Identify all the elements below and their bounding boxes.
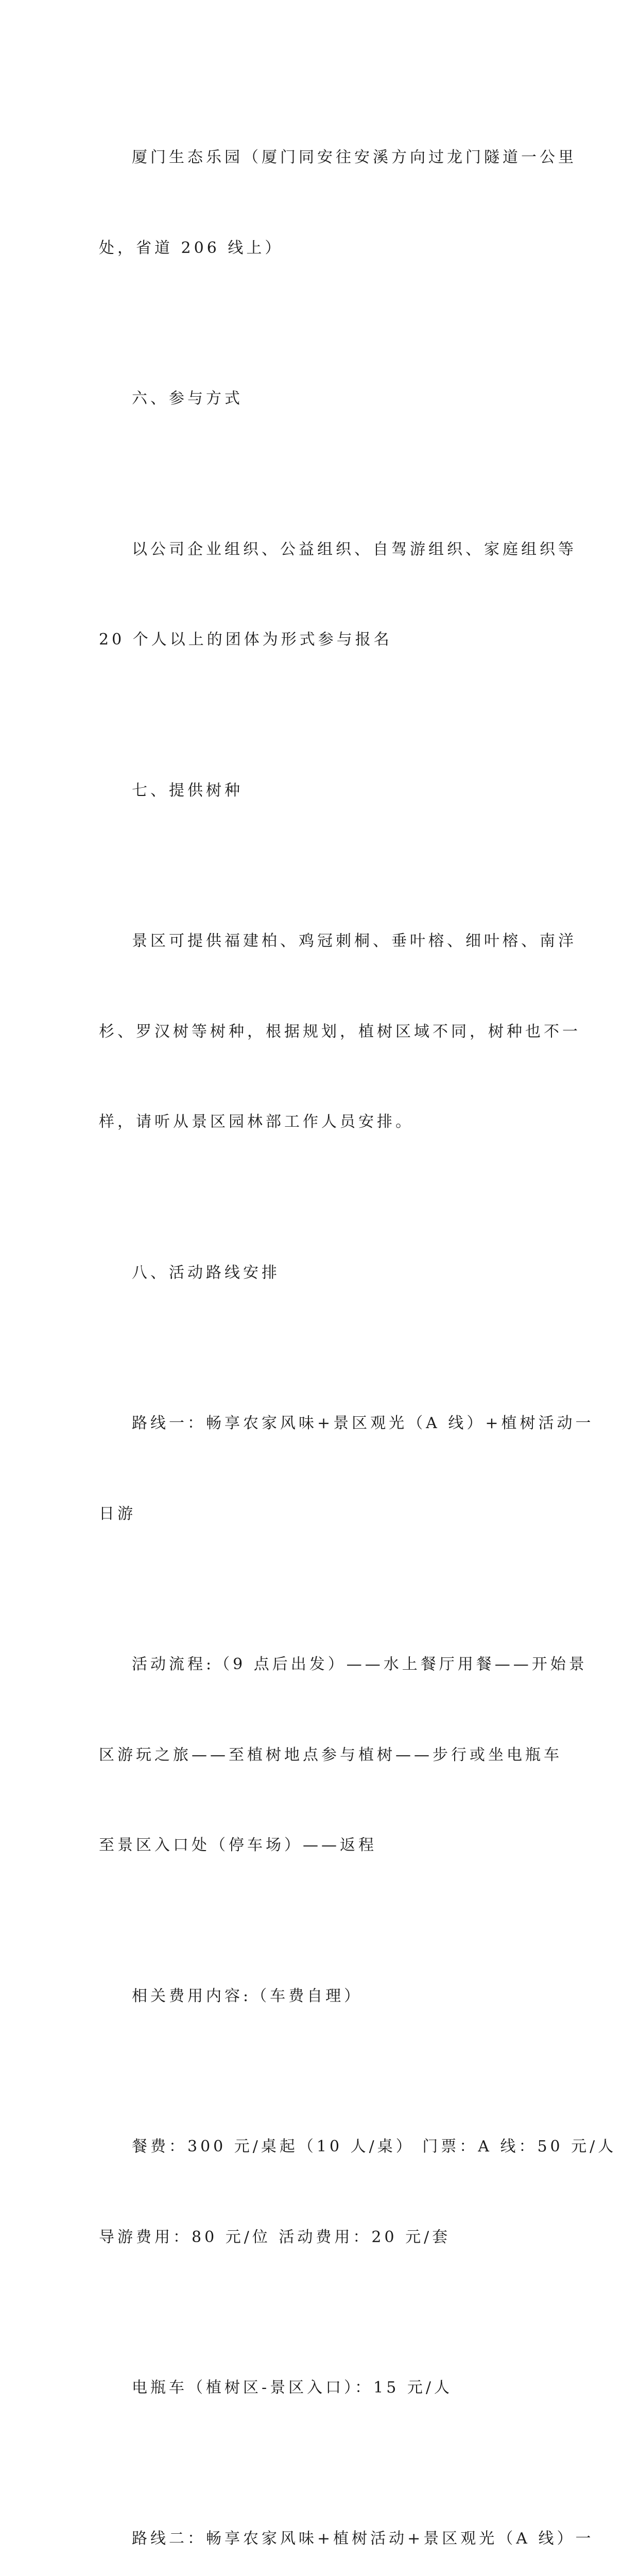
- document-page: [0, 0, 639, 904]
- paragraph-route-one-title: [99, 1348, 542, 1589]
- paragraph-fees-heading: [99, 1921, 542, 2072]
- paragraph-tree-species: [99, 866, 542, 1198]
- paragraph-participation: [99, 474, 542, 716]
- text-line: 餐费：300 元/桌起（10 人/桌） 门票：A 线：50 元/人: [99, 2132, 542, 2162]
- text-line: 处，省道 206 线上）: [99, 233, 542, 264]
- text-line: 景区可提供福建柏、鸡冠刺桐、垂叶榕、细叶榕、南洋: [99, 926, 542, 957]
- text-line: 日游: [99, 1499, 542, 1530]
- text-line: 活动流程:（9 点后出发）——水上餐厅用餐——开始景: [99, 1650, 542, 1680]
- text-line: 至景区入口处（停车场）——返程: [99, 1831, 542, 1861]
- text-line: 电瓶车（植树区-景区入口）：15 元/人: [99, 2373, 542, 2403]
- text-line: 杉、罗汉树等树种，根据规划，植树区域不同，树种也不一: [99, 1017, 542, 1047]
- paragraph-route-one-process: [99, 1589, 542, 1921]
- text-line: 八、活动路线安排: [99, 1258, 542, 1289]
- document-body: [99, 82, 542, 2576]
- paragraph-fees: [99, 2072, 542, 2313]
- section-heading-participation: [99, 324, 542, 474]
- text-line: 以公司企业组织、公益组织、自驾游组织、家庭组织等: [99, 535, 542, 565]
- text-line: 六、参与方式: [99, 384, 542, 414]
- text-line: 厦门生态乐园（厦门同安往安溪方向过龙门隧道一公里: [99, 143, 542, 173]
- paragraph-shuttle-fee: [99, 2313, 542, 2464]
- text-line: 区游玩之旅——至植树地点参与植树——步行或坐电瓶车: [99, 1740, 542, 1771]
- paragraph-route-two-title: [99, 2464, 542, 2576]
- text-line: 路线一：畅享农家风味+景区观光（A 线）+植树活动一: [99, 1409, 542, 1439]
- text-line: 相关费用内容:（车费自理）: [99, 1981, 542, 2012]
- section-heading-tree-species: [99, 716, 542, 867]
- section-heading-routes: [99, 1198, 542, 1349]
- text-line: 七、提供树种: [99, 776, 542, 806]
- text-line: 导游费用：80 元/位 活动费用：20 元/套: [99, 2223, 542, 2253]
- text-line: 20 个人以上的团体为形式参与报名: [99, 625, 542, 655]
- text-line: 样，请听从景区园林部工作人员安排。: [99, 1107, 542, 1138]
- text-line: 路线二：畅享农家风味+植树活动+景区观光（A 线）一: [99, 2524, 542, 2554]
- paragraph-location: [99, 82, 542, 324]
